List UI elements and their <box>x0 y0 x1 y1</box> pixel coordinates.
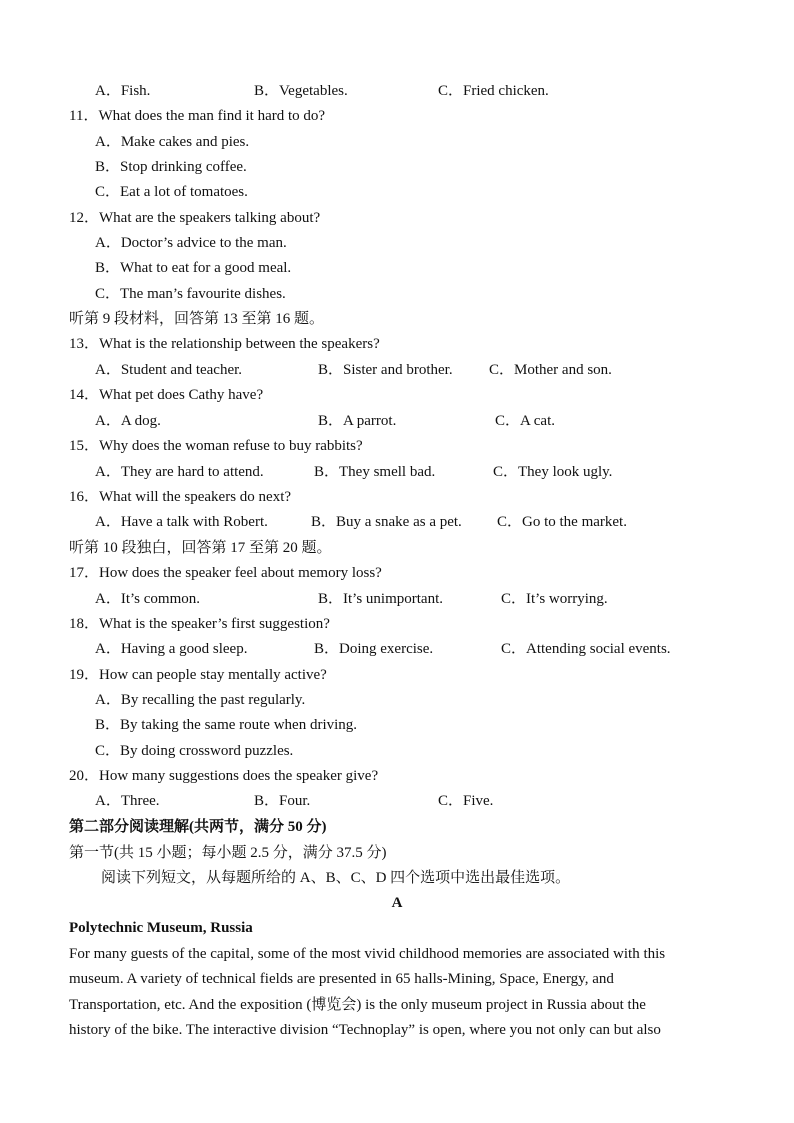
section-10-instruction: 听第 10 段独白，回答第 17 至第 20 题。 <box>69 540 332 556</box>
q16-question: 16．What will the speakers do next? <box>69 489 292 505</box>
passage-letter: A <box>391 895 403 911</box>
section-9-instruction: 听第 9 段材料，回答第 13 至第 16 题。 <box>69 311 325 327</box>
q18-option-c: C．Attending social events. <box>501 641 671 657</box>
q17-option-c: C．It’s worrying. <box>501 591 608 607</box>
q20-option-a: A．Three. <box>95 793 160 809</box>
q14-option-a: A．A dog. <box>95 413 161 429</box>
q11-question: 11．What does the man find it hard to do? <box>69 108 326 124</box>
q15-option-a: A．They are hard to attend. <box>95 464 264 480</box>
q15-question: 15．Why does the woman refuse to buy rabbits? <box>69 438 363 454</box>
q18-option-a: A．Having a good sleep. <box>95 641 248 657</box>
q17-question: 17．How does the speaker feel about memory loss? <box>69 565 382 581</box>
passage-line: museum. A variety of technical fields are presented in 65 halls-Mining, Space, Energy, and <box>69 971 614 987</box>
reading-instructions: 阅读下列短文，从每题所给的 A、B、C、D 四个选项中选出最佳选项。 <box>101 870 571 886</box>
section-1-heading: 第一节(共 15 小题；每小题 2.5 分，满分 37.5 分) <box>69 845 387 861</box>
q19-question: 19．How can people stay mentally active? <box>69 667 327 683</box>
passage-title: Polytechnic Museum, Russia <box>69 920 253 936</box>
q13-question: 13．What is the relationship between the speakers? <box>69 336 380 352</box>
q13-option-a: A．Student and teacher. <box>95 362 243 378</box>
q19-option-c: C．By doing crossword puzzles. <box>95 743 294 759</box>
q16-option-b: B．Buy a snake as a pet. <box>311 514 462 530</box>
q11-option-c: C．Eat a lot of tomatoes. <box>95 184 248 200</box>
q18-question: 18．What is the speaker’s first suggestion? <box>69 616 330 632</box>
q12-option-a: A．Doctor’s advice to the man. <box>95 235 287 251</box>
q14-question: 14．What pet does Cathy have? <box>69 387 264 403</box>
q18-option-b: B．Doing exercise. <box>314 641 434 657</box>
part-2-heading: 第二部分阅读理解(共两节，满分 50 分) <box>69 819 327 835</box>
passage-line: Transportation, etc. And the exposition (博览会) is the only museum project in Russia about the <box>69 997 646 1013</box>
q13-option-b: B．Sister and brother. <box>318 362 453 378</box>
q16-option-a: A．Have a talk with Robert. <box>95 514 268 530</box>
q17-option-a: A．It’s common. <box>95 591 200 607</box>
q16-option-c: C．Go to the market. <box>497 514 627 530</box>
q12-question: 12．What are the speakers talking about? <box>69 210 321 226</box>
q12-option-c: C．The man’s favourite dishes. <box>95 286 286 302</box>
q19-option-b: B．By taking the same route when driving. <box>95 717 358 733</box>
q15-option-b: B．They smell bad. <box>314 464 436 480</box>
q20-option-c: C．Five. <box>438 793 494 809</box>
q11-option-b: B．Stop drinking coffee. <box>95 159 247 175</box>
q17-option-b: B．It’s unimportant. <box>318 591 443 607</box>
q19-option-a: A．By recalling the past regularly. <box>95 692 306 708</box>
q11-option-a: A．Make cakes and pies. <box>95 134 250 150</box>
passage-line: For many guests of the capital, some of the most vivid childhood memories are associated with this <box>69 946 666 962</box>
q10-option-b: B．Vegetables. <box>254 83 348 99</box>
q13-option-c: C．Mother and son. <box>489 362 612 378</box>
q14-option-c: C．A cat. <box>495 413 555 429</box>
q20-question: 20．How many suggestions does the speaker give? <box>69 768 379 784</box>
q12-option-b: B．What to eat for a good meal. <box>95 260 292 276</box>
q10-option-a: A．Fish. <box>95 83 151 99</box>
passage-line: history of the bike. The interactive division “Technoplay” is open, where you not only can but also <box>69 1022 661 1038</box>
q15-option-c: C．They look ugly. <box>493 464 613 480</box>
q10-option-c: C．Fried chicken. <box>438 83 549 99</box>
q20-option-b: B．Four. <box>254 793 311 809</box>
q14-option-b: B．A parrot. <box>318 413 397 429</box>
